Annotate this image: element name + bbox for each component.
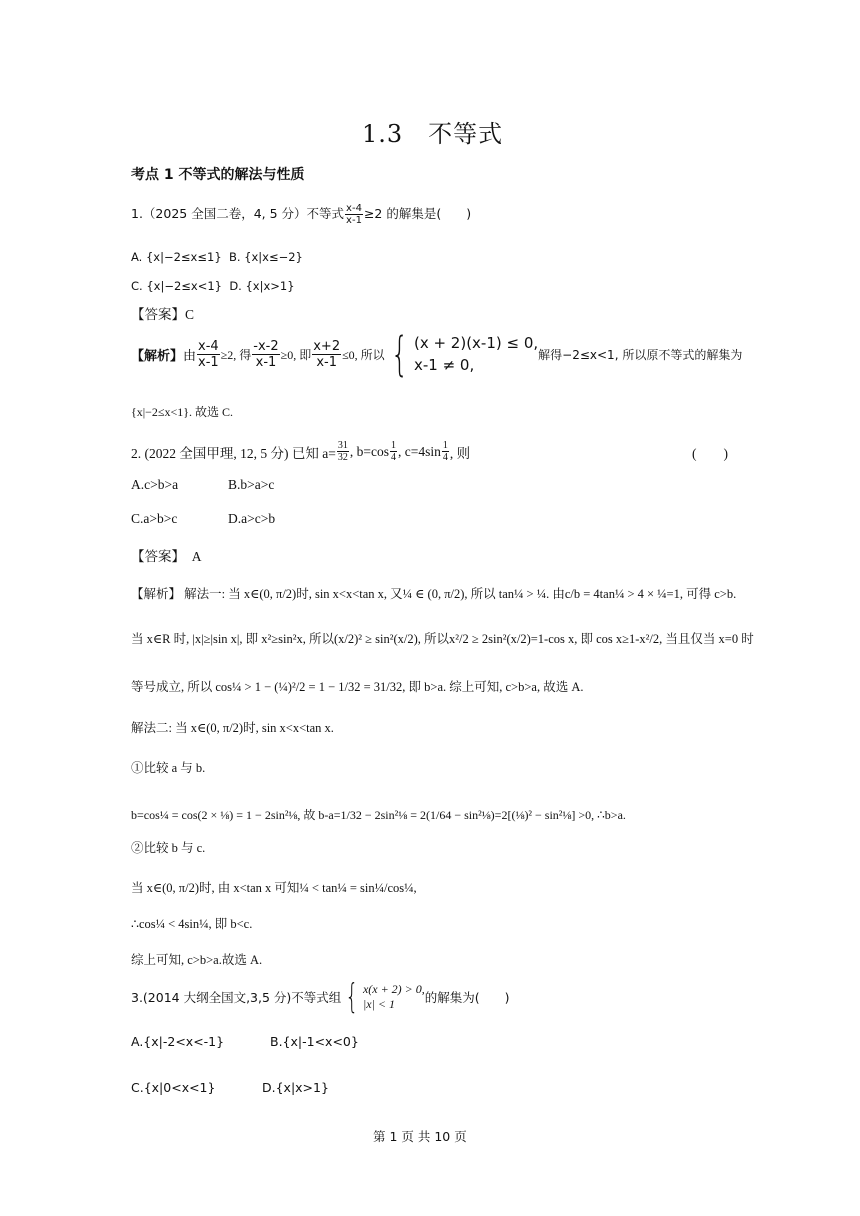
q2-analysis-line-10: 综上可知, c>b>a.故选 A. (131, 953, 263, 967)
q2-option-b: B.b>a>c (228, 477, 275, 492)
q3-system-brace: { (345, 977, 359, 1017)
q1-option-a: A. {x|−2≤x≤1} (131, 250, 222, 264)
q1-stem (131, 203, 471, 226)
q2-analysis-line-1: 【解析】 解法一: 当 x∈(0, π/2)时, sin x<x<tan x, 又¼ ∈ (0, π/2), 所以 tan¼ > ¼. 由c/b = 4tan¼ > 4 × ¼=1, 可得 c>b. (131, 587, 737, 601)
q1-option-b: B. {x|x≤−2} (228, 250, 303, 264)
q2-analysis-line-4: 解法二: 当 x∈(0, π/2)时, sin x<x<tan x. (131, 721, 334, 735)
q1-analysis-label: 【解析】 (131, 348, 184, 364)
system-brace: { (390, 327, 409, 381)
q2-analysis-line-9: ∴cos¼ < 4sin¼, 即 b<c. (131, 917, 253, 931)
q1-fraction: $\frac{x-4}{x-1}$ (346, 203, 362, 226)
q3-system: x(x + 2) > 0, |x| < 1 (362, 982, 425, 1011)
page-footer: 第 1 页 共 10 页 (373, 1129, 467, 1144)
q2-analysis-line-6: b=cos¼ = cos(2 × ⅛) = 1 − 2sin²⅛, 故 b-a=1/32 − 2sin²⅛ = 2(1/64 − sin²⅛)=2[(⅛)² − sin²⅛] >0, ∴b>a. (131, 808, 626, 822)
q1-analysis-conclusion: {x|−2≤x<1}. 故选 C. (131, 405, 234, 419)
q1-options-row1 (131, 250, 303, 264)
q1-answer: 【答案】C (131, 307, 195, 322)
q3-stem: 3.(2014 大纲全国文,3,5 分)不等式组 { x(x + 2) > 0, |x| < 1 的解集为( ) (131, 977, 510, 1017)
q1-stem-suffix: ≥2 的解集是( ) (363, 206, 472, 221)
q2-analysis-line-3: 等号成立, 所以 cos¼ > 1 − (¼)²/2 = 1 − 1/32 = 31/32, 即 b>a. 综上可知, c>b>a, 故选 A. (131, 680, 584, 694)
q1-stem-prefix: 1.（2025 全国二卷，4, 5 分）不等式 (131, 206, 345, 221)
q1-options-row2 (131, 279, 295, 293)
q2-analysis-line-5: ①比较 a 与 b. (131, 761, 206, 775)
q2-analysis-line-2: 当 x∈R 时, |x|≥|sin x|, 即 x²≥sin²x, 所以(x/2)² ≥ sin²(x/2), 所以x²/2 ≥ 2sin²(x/2)=1-cos x, 即 cos x≥1-x²/2, 当且仅当 x=0 时 (131, 632, 754, 646)
q2-answer: 【答案】 A (131, 549, 202, 564)
q1-option-d: D. {x|x>1} (229, 279, 295, 293)
q3-option-c: C.{x|0<x<1} (131, 1080, 216, 1095)
analysis-fraction-1: $\frac{x-4}{x-1}$ (198, 338, 219, 370)
q2-a-fraction: $\frac{31}{32}$ (337, 440, 348, 463)
q2-option-c: C.a>b>c (131, 511, 178, 526)
q3-option-a: A.{x|-2<x<-1} (131, 1034, 225, 1049)
page-title: 1.3 不等式 (362, 120, 504, 148)
analysis-system: (x + 2)(x-1) ≤ 0, x-1 ≠ 0, (413, 334, 539, 374)
q2-analysis-line-7: ②比较 b 与 c. (131, 841, 206, 855)
q3-option-d: D.{x|x>1} (262, 1080, 329, 1095)
q2-option-d: D.a>c>b (228, 511, 276, 526)
q2-answer-paren: ( ) (692, 446, 728, 461)
q1-option-c: C. {x|−2≤x<1} (131, 279, 223, 293)
q2-option-a: A.c>b>a (131, 477, 179, 492)
q2-stem: 2. (2022 全国甲理, 12, 5 分) 已知 a= $\frac{31}{32}$ , b=cos $\frac{1}{4}$ , c=4sin $\frac{1}{4}$ , 则 (131, 440, 471, 463)
q2-analysis-line-8: 当 x∈(0, π/2)时, 由 x<tan x 可知¼ < tan¼ = sin¼/cos¼, (131, 881, 417, 895)
analysis-fraction-3: $\frac{x+2}{x-1}$ (313, 338, 341, 370)
section-heading: 考点 1 不等式的解法与性质 (131, 167, 305, 183)
q3-option-b: B.{x|-1<x<0} (270, 1034, 359, 1049)
q1-analysis: 【解析】 由 $\frac{x-4}{x-1}$ ≥2, 得 $\frac{-x-2}{x-1}$ ≥0, 即 $\frac{x+2}{x-1}$ ≤0, 所以 { (x + 2)(x-1) ≤ 0, x-1 ≠ 0, 解得−2≤x<1, 所以原不等式的解集为 (131, 327, 743, 381)
analysis-fraction-2: $\frac{-x-2}{x-1}$ (253, 338, 279, 370)
